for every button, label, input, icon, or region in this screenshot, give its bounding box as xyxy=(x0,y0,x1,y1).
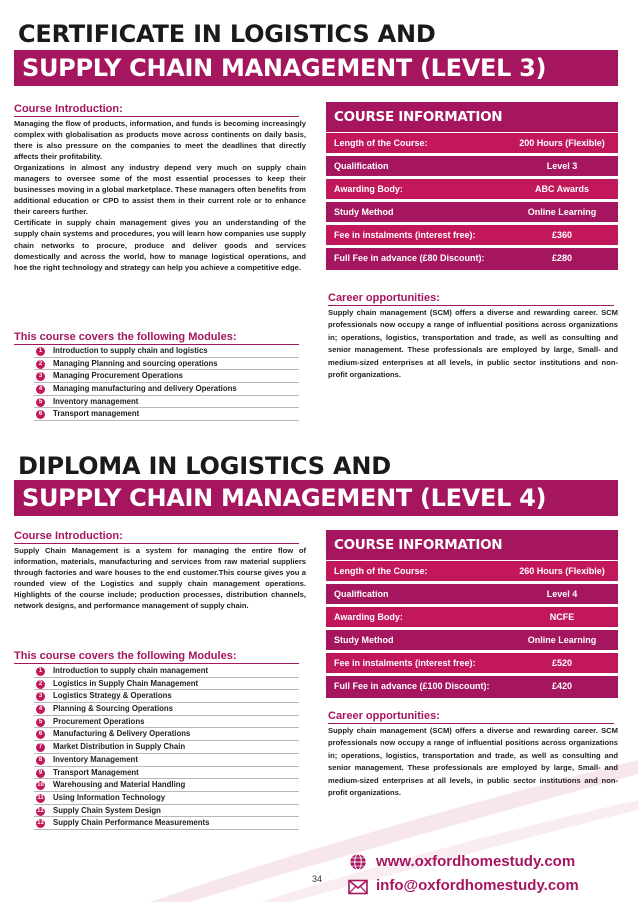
module-item xyxy=(34,716,299,729)
module-item xyxy=(34,817,299,830)
number-bullet-icon: 5 xyxy=(36,718,45,727)
module-item xyxy=(34,728,299,741)
module-item xyxy=(34,690,299,703)
number-bullet-icon: 6 xyxy=(36,730,45,739)
number-bullet-icon: 12 xyxy=(37,807,44,814)
info-label: Full Fee in advance (£80 Discount): xyxy=(334,253,485,263)
envelope-icon xyxy=(348,878,368,896)
info-value: NCFE xyxy=(549,612,575,622)
level4-info-length xyxy=(326,561,618,581)
number-bullet-icon: 6 xyxy=(36,410,45,419)
level4-career-text: Supply chain management (SCM) offers a diverse and rewarding career. SCM professionals now occupy a range of influential positions across organizations in; operations, logistics, transportation and trade, as well as consulting and senior management. These professionals are employed by large, Small- and medium-sized enterprises at all levels, in public sector institutions and non-profit organizations. xyxy=(328,726,618,798)
number-bullet-icon: 2 xyxy=(36,680,45,689)
globe-icon xyxy=(348,853,368,871)
number-bullet-icon: 11 xyxy=(37,794,44,801)
module-item xyxy=(34,792,299,805)
number-bullet-icon: 4 xyxy=(36,705,45,714)
info-label: Length of the Course: xyxy=(334,566,428,576)
info-label: Full Fee in advance (£100 Discount): xyxy=(334,681,490,691)
info-value: £420 xyxy=(551,681,573,691)
number-bullet-icon: 5 xyxy=(36,398,45,407)
module-label: Managing Planning and sourcing operations xyxy=(53,358,218,368)
module-item xyxy=(34,741,299,754)
level3-info-qualification xyxy=(326,156,618,176)
info-value: Level 4 xyxy=(546,589,578,599)
info-value: £520 xyxy=(551,658,573,668)
module-item xyxy=(34,754,299,767)
level4-title-line1: DIPLOMA IN LOGISTICS AND xyxy=(18,452,392,480)
level3-info-awarding-body xyxy=(326,179,618,199)
info-label: Fee in instalments (interest free): xyxy=(334,230,476,240)
level3-intro-paragraph: Managing the flow of products, information, and funds is becoming increasingly complex with globalisation as products move across continents on daily basis, there is also pressure on the companies to meet the deadlines that directly affects their profitability. xyxy=(14,119,306,162)
level4-info-full-fee xyxy=(326,676,618,698)
module-label: Procurement Operations xyxy=(53,716,145,726)
info-value: 200 Hours (Flexible) xyxy=(519,138,605,148)
info-label: Study Method xyxy=(334,635,394,645)
module-label: Logistics Strategy & Operations xyxy=(53,691,172,701)
module-label: Warehousing and Material Handling xyxy=(53,780,186,790)
module-label: Inventory Management xyxy=(53,754,138,764)
number-bullet-icon: 3 xyxy=(36,692,45,701)
info-value: Online Learning xyxy=(527,207,597,217)
info-value: 260 Hours (Flexible) xyxy=(519,566,605,576)
module-label: Logistics in Supply Chain Management xyxy=(53,678,199,688)
level3-career-heading: Career opportunities: xyxy=(328,292,614,306)
info-value: £360 xyxy=(551,230,573,240)
module-item xyxy=(34,358,299,371)
website-link[interactable]: www.oxfordhomestudy.com xyxy=(376,853,576,870)
module-item xyxy=(34,767,299,780)
info-label: Study Method xyxy=(334,207,394,217)
level3-title-line2: SUPPLY CHAIN MANAGEMENT (LEVEL 3) xyxy=(14,50,618,86)
level4-module-list xyxy=(34,665,299,830)
info-label: Fee in instalments (interest free): xyxy=(334,658,476,668)
info-label: Awarding Body: xyxy=(334,612,403,622)
info-label: Length of the Course: xyxy=(334,138,428,148)
module-label: Supply Chain Performance Measurements xyxy=(53,818,210,828)
module-label: Managing manufacturing and delivery Operations xyxy=(53,384,237,394)
module-label: Planning & Sourcing Operations xyxy=(53,704,173,714)
module-item xyxy=(34,703,299,716)
info-value: £280 xyxy=(551,253,573,263)
level3-title-line1: CERTIFICATE IN LOGISTICS AND xyxy=(18,20,436,48)
level3-career-text: Supply chain management (SCM) offers a diverse and rewarding career. SCM professionals now occupy a range of influential positions across organizations in; operations, logistics, transportation and trade, as well as consulting and senior management. These professionals are employed by large, Small- and medium-sized enterprises at all levels, in public sector institutions and non-profit organizations. xyxy=(328,308,618,380)
module-label: Managing Procurement Operations xyxy=(53,371,183,381)
info-label: Qualification xyxy=(334,161,389,171)
module-label: Supply Chain System Design xyxy=(53,805,161,815)
level4-info-study-method xyxy=(326,630,618,650)
info-value: Level 3 xyxy=(546,161,578,171)
module-label: Introduction to supply chain and logistics xyxy=(53,346,208,355)
number-bullet-icon: 8 xyxy=(36,756,45,765)
level4-intro-paragraph: Supply Chain Management is a system for managing the entire flow of information, materials, manufacturing and services from raw material suppliers through factories and ware houses to the end customer.This course gives you a rounded view of the Logistics and supply chain management operations. Highlights of the course include; production processes, distribution channels, network designs, and performance management of supply chain. xyxy=(14,546,306,611)
level3-intro-paragraph: Organizations in almost any industry depend very much on supply chain managers to oversee some of the most essential processes to keep their businesses moving in a global marketplace. These managers often benefits from additional education or CPD to assist them in their current role or to enhance their careers further. xyxy=(14,163,306,217)
level4-info-awarding-body xyxy=(326,607,618,627)
level4-career-heading: Career opportunities: xyxy=(328,710,614,724)
info-value: Online Learning xyxy=(527,635,597,645)
module-item xyxy=(34,396,299,409)
module-item xyxy=(34,779,299,792)
module-label: Transport management xyxy=(53,409,140,419)
level4-title-line2: SUPPLY CHAIN MANAGEMENT (LEVEL 4) xyxy=(14,480,618,516)
module-item xyxy=(34,408,299,421)
module-label: Introduction to supply chain management xyxy=(53,666,209,675)
number-bullet-icon: 10 xyxy=(37,782,44,789)
number-bullet-icon: 1 xyxy=(36,667,45,676)
module-item xyxy=(34,805,299,818)
info-value: ABC Awards xyxy=(534,184,589,194)
module-label: Transport Management xyxy=(53,767,139,777)
level3-info-fee-instalments xyxy=(326,225,618,245)
number-bullet-icon: 13 xyxy=(37,820,44,827)
number-bullet-icon: 4 xyxy=(36,385,45,394)
module-item xyxy=(34,370,299,383)
level3-intro-paragraph: Certificate in supply chain management gives you an understanding of the supply chain systems and procedures, you will learn how companies use supply chain networks to procure, produce and deliver goods and services domestically and across the world, how to manage logistical operations, and hoe the right technology and strategy can help you achieve a competitive edge. xyxy=(14,218,306,272)
level4-info-fee-instalments xyxy=(326,653,618,673)
info-label: Qualification xyxy=(334,589,389,599)
email-link[interactable]: info@oxfordhomestudy.com xyxy=(376,877,579,894)
level4-intro-text xyxy=(14,545,306,611)
info-label: Awarding Body: xyxy=(334,184,403,194)
level3-intro-heading: Course Introduction: xyxy=(14,103,299,117)
module-item xyxy=(34,665,299,678)
number-bullet-icon: 3 xyxy=(36,372,45,381)
level3-info-length xyxy=(326,133,618,153)
level4-course-info-heading: COURSE INFORMATION xyxy=(326,530,618,560)
level3-info-study-method xyxy=(326,202,618,222)
level3-module-list xyxy=(34,345,299,421)
number-bullet-icon: 7 xyxy=(36,743,45,752)
level4-modules-heading: This course covers the following Modules: xyxy=(14,650,299,664)
module-label: Market Distribution in Supply Chain xyxy=(53,742,186,752)
level4-info-qualification xyxy=(326,584,618,604)
level3-intro-text xyxy=(14,118,306,273)
module-item xyxy=(34,345,299,358)
level4-intro-heading: Course Introduction: xyxy=(14,530,299,544)
module-item xyxy=(34,383,299,396)
level3-course-info-heading: COURSE INFORMATION xyxy=(326,102,618,132)
number-bullet-icon: 9 xyxy=(36,769,45,778)
module-label: Using Information Technology xyxy=(53,792,166,802)
number-bullet-icon: 1 xyxy=(36,347,45,356)
page-number: 34 xyxy=(312,874,323,884)
module-label: Manufacturing & Delivery Operations xyxy=(53,729,191,739)
level3-info-full-fee xyxy=(326,248,618,270)
module-label: Inventory management xyxy=(53,396,139,406)
number-bullet-icon: 2 xyxy=(36,360,45,369)
level3-modules-heading: This course covers the following Modules: xyxy=(14,331,299,345)
module-item xyxy=(34,678,299,691)
